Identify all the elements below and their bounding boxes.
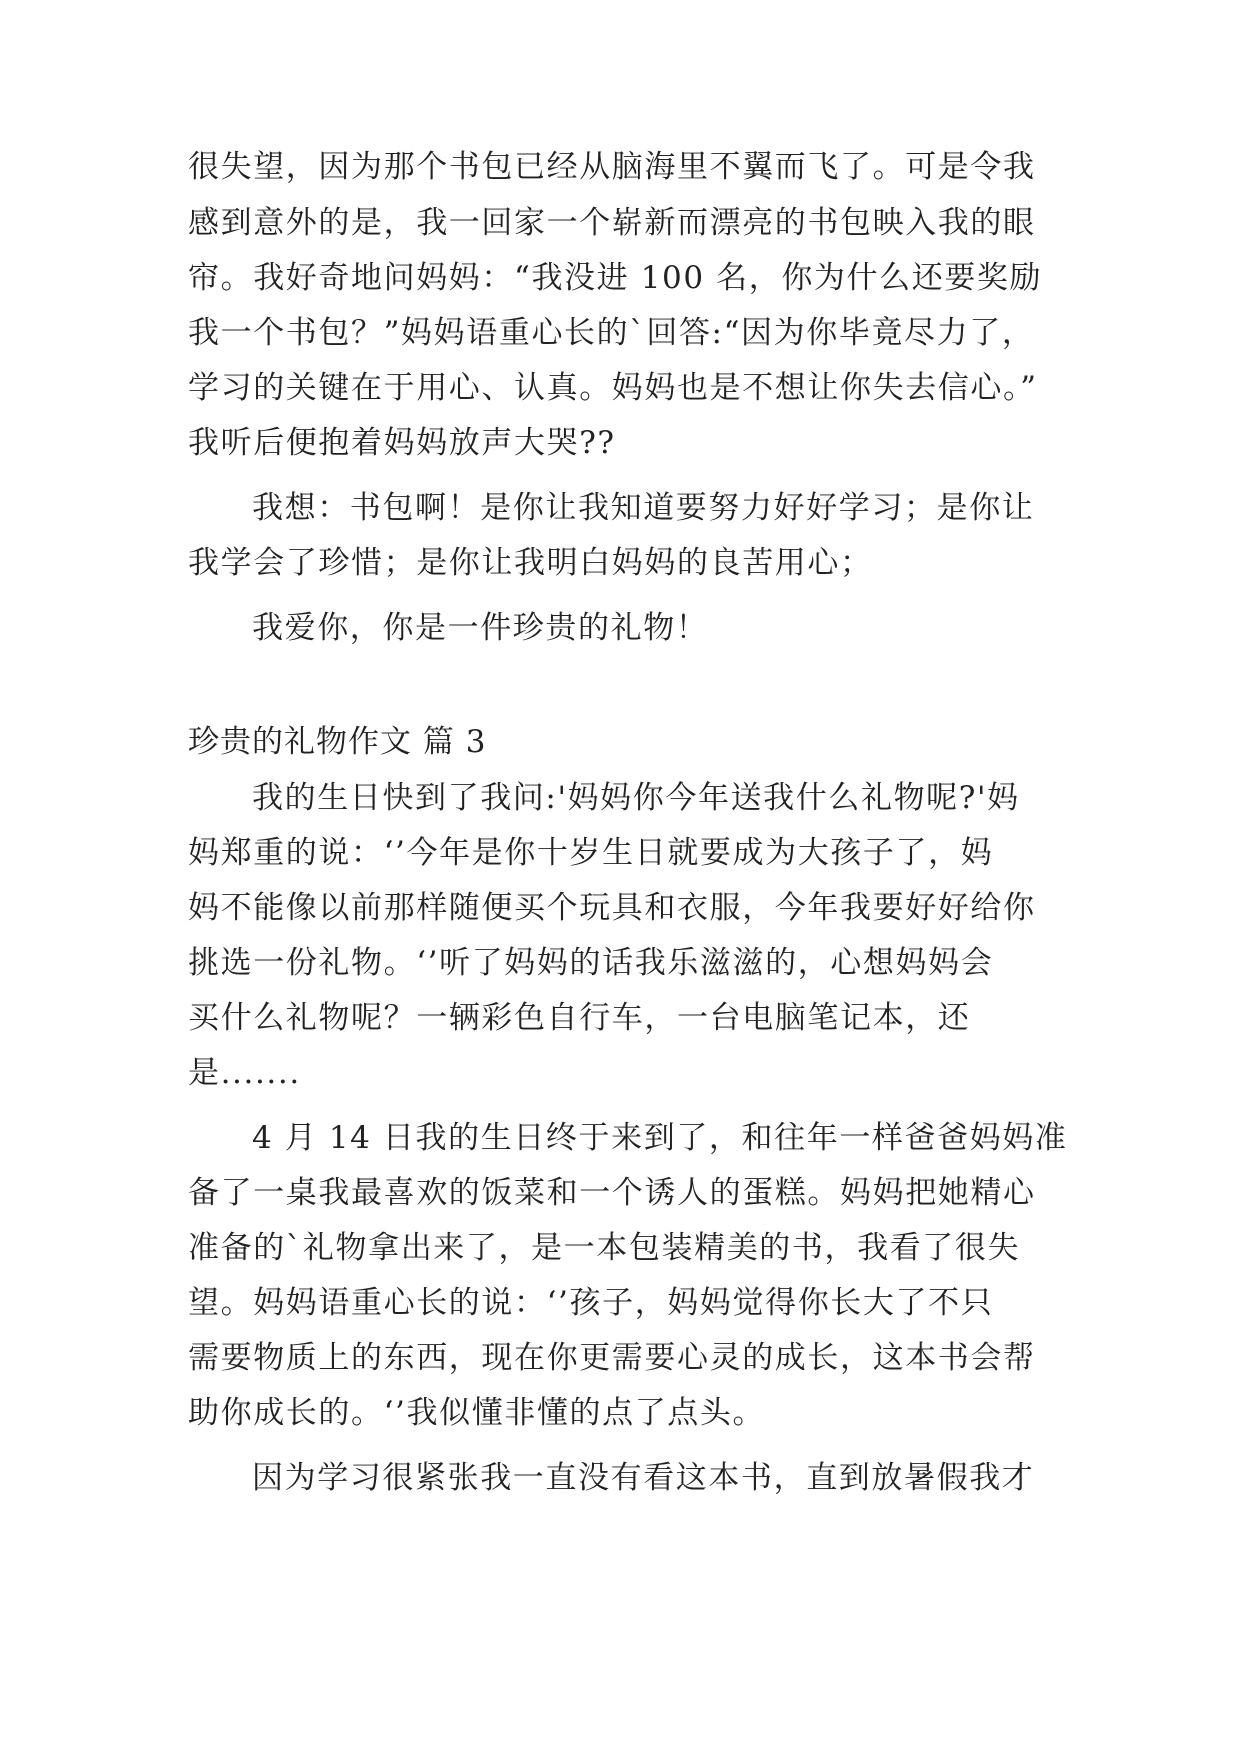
text-line: 4 月 14 日我的生日终于来到了，和往年一样爸爸妈妈准 bbox=[252, 1120, 1068, 1156]
text-line: 备了一桌我最喜欢的饭菜和一个诱人的蛋糕。妈妈把她精心 bbox=[188, 1175, 1036, 1211]
text-line: 是....... bbox=[188, 1055, 301, 1091]
text-line: 准备的`礼物拿出来了，是一本包装精美的书，我看了很失 bbox=[188, 1230, 1021, 1266]
text-line: 妈不能像以前那样随便买个玩具和衣服，今年我要好好给你 bbox=[188, 890, 1036, 926]
text-line: 助你成长的。‘’我似懂非懂的点了点头。 bbox=[188, 1395, 766, 1431]
text-line: 买什么礼物呢？一辆彩色自行车，一台电脑笔记本，还 bbox=[188, 1000, 971, 1036]
text-line: 我爱你，你是一件珍贵的礼物！ bbox=[252, 610, 709, 646]
text-line: 望。妈妈语重心长的说：‘’孩子，妈妈觉得你长大了不只 bbox=[188, 1285, 994, 1321]
text-line: 帘。我好奇地问妈妈：“我没进 100 名，你为什么还要奖励 bbox=[188, 260, 1043, 296]
text-line: 妈郑重的说：‘’今年是你十岁生日就要成为大孩子了，妈 bbox=[188, 835, 994, 871]
text-line: 因为学习很紧张我一直没有看这本书，直到放暑假我才 bbox=[252, 1460, 1035, 1496]
text-line: 需要物质上的东西，现在你更需要心灵的成长，这本书会帮 bbox=[188, 1340, 1036, 1376]
text-line: 我想：书包啊！是你让我知道要努力好好学习；是你让 bbox=[252, 490, 1035, 526]
text-line: 我的生日快到了我问:'妈妈你今年送我什么礼物呢?'妈 bbox=[252, 780, 1020, 816]
section-title: 珍贵的礼物作文 篇 3 bbox=[188, 724, 487, 760]
text-line: 我学会了珍惜；是你让我明白妈妈的良苦用心； bbox=[188, 545, 873, 581]
text-line: 挑选一份礼物。‘’听了妈妈的话我乐滋滋的，心想妈妈会 bbox=[188, 945, 994, 981]
text-line: 我听后便抱着妈妈放声大哭?? bbox=[188, 425, 616, 461]
text-line: 感到意外的是，我一回家一个崭新而漂亮的书包映入我的眼 bbox=[188, 205, 1036, 241]
text-line: 很失望，因为那个书包已经从脑海里不翼而飞了。可是令我 bbox=[188, 149, 1036, 185]
text-line: 学习的关键在于用心、认真。妈妈也是不想让你失去信心。” bbox=[188, 370, 1038, 406]
text-line: 我一个书包？”妈妈语重心长的`回答:“因为你毕竟尽力了， bbox=[188, 315, 1035, 351]
